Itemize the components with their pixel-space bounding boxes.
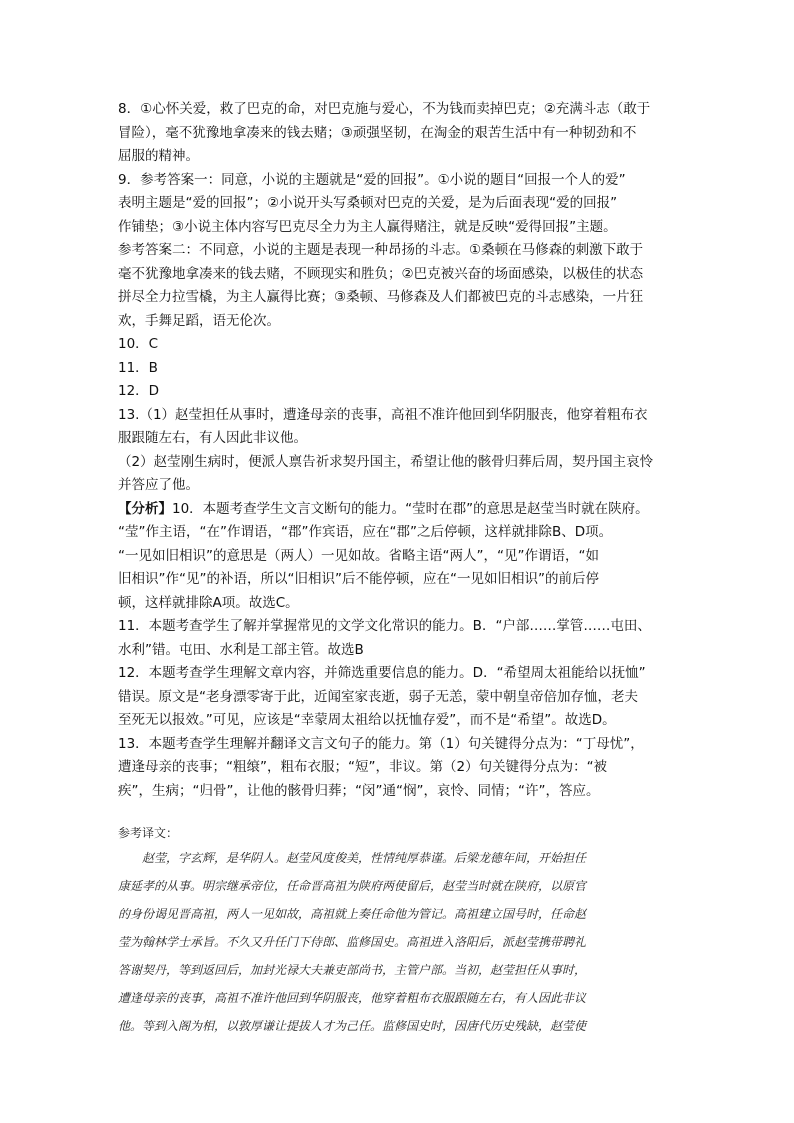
answer-line: 作铺垫；③小说主体内容写巴克尽全力为主人赢得赌注，就是反映“爱得回报”主题。	[118, 218, 617, 235]
answer-line: 毫不犹豫地拿凑来的钱去赌，不顾现实和胜负；②巴克被兴奋的场面感染，以极佳的状态	[118, 265, 644, 282]
answer-line: 服跟随左右，有人因此非议他。	[118, 430, 307, 446]
answer-line: 屈服的精神。	[118, 148, 199, 164]
answer-line: 10．C	[118, 336, 159, 352]
translation-line: 赵莹，字玄辉，是华阴人。赵莹风度俊美，性情纯厚恭谨。后梁龙德年间，开始担任	[118, 851, 587, 865]
translation-line: 他。等到入阁为相，以敦厚谦让提拔人才为己任。监修国史时，因唐代历史残缺，赵莹使	[118, 1019, 587, 1033]
analysis-line: 至死无以报效。”可见，应该是“幸蒙周太祖给以抚恤存爱”，而不是“希望”。故选D。	[118, 712, 616, 728]
analysis-line: 13．本题考查学生理解并翻译文言文句子的能力。第（1）句关键得分点为：“丁母忧”，	[118, 735, 644, 752]
translation-line: 的身份谒见晋高祖，两人一见如故，高祖就上奏任命他为管记。高祖建立国号时，任命赵	[118, 907, 587, 921]
answer-line: 9．参考答案一：同意，小说的主题就是“爱的回报”。①小说的题目“回报一个人的爱”	[118, 171, 626, 188]
answer-line: 欢，手舞足蹈，语无伦次。	[118, 312, 280, 329]
analysis-first-text: 10．本题考查学生文言文断句的能力。“莹时在郡”的意思是赵莹当时就在陕府。	[172, 500, 649, 517]
analysis-line: 11．本题考查学生了解并掌握常见的文学文化常识的能力。B．“户部……掌管……屯田、	[118, 618, 651, 634]
analysis-line: 遭逢母亲的丧事；“粗缞”，粗布衣服；“短”，非议。第（2）句关键得分点为：“被	[118, 759, 608, 775]
answer-section	[118, 98, 694, 803]
answer-line: 11．B	[118, 359, 158, 376]
answer-line: 冒险），毫不犹豫地拿凑来的钱去赌；③顽强坚韧，在淘金的艰苦生活中有一种韧劲和不	[118, 124, 637, 141]
answer-line: 表明主题是“爱的回报”；②小说开头写桑顿对巴克的关爱，是为后面表现“爱的回报”	[118, 195, 618, 211]
answer-line: 13.（1）赵莹担任从事时，遭逢母亲的丧事，高祖不准许他回到华阴服丧，他穿着粗布衣	[118, 406, 648, 423]
analysis-line: 顿，这样就排除A项。故选C。	[118, 594, 299, 611]
analysis-line: 水利”错。屯田、水利是工部主管。故选B	[118, 641, 364, 658]
answer-line: （2）赵莹刚生病时，便派人禀告祈求契丹国主，希望让他的骸骨归葬后周，契丹国主哀怜	[118, 453, 654, 470]
translation-line: 康延孝的从事。明宗继承帝位，任命晋高祖为陕府两使留后，赵莹当时就在陕府，以原官	[118, 879, 587, 893]
translation-line: 遭逢母亲的丧事，高祖不准许他回到华阴服丧，他穿着粗布衣服跟随左右，有人因此非议	[118, 991, 587, 1005]
analysis-heading: 【分析】	[118, 500, 172, 517]
analysis-line: 旧相识”作“见”的补语，所以“旧相识”后不能停顿，应在“一见如旧相识”的前后停	[118, 571, 599, 587]
analysis-line: “一见如旧相识”的意思是（两人）一见如故。省略主语“两人”，“见”作谓语，“如	[118, 547, 599, 564]
translation-line: 莹为翰林学士承旨。不久又升任门下侍郎、监修国史。高祖进入洛阳后，派赵莹携带聘礼	[118, 935, 587, 949]
analysis-line: 疾”，生病；“归骨”，让他的骸骨归葬；“闵”通“悯”，哀怜、同情；“许”，答应。	[118, 782, 600, 799]
analysis-line: “莹”作主语，“在”作谓语，“郡”作宾语，应在“郡”之后停顿，这样就排除B、D项。	[118, 524, 613, 540]
answer-line: 参考答案二：不同意，小说的主题是表现一种昂扬的斗志。①桑顿在马修森的刺激下敢于	[118, 242, 644, 258]
analysis-line: 错误。原文是“老身漂零寄于此，近闻室家丧逝，弱子无恙，蒙中朝皇帝倍加存恤，老夫	[118, 688, 638, 705]
translation-label: 参考译文：	[118, 826, 179, 840]
answer-line: 8．①心怀关爱，救了巴克的命，对巴克施与爱心，不为钱而卖掉巴克；②充满斗志（敢于	[118, 101, 651, 117]
translation-line: 答谢契丹，等到返回后，加封光禄大夫兼吏部尚书，主管户部。当初，赵莹担任从事时，	[118, 963, 587, 977]
answer-line: 并答应了他。	[118, 477, 199, 493]
analysis-line: 12．本题考查学生理解文章内容，并筛选重要信息的能力。D．“希望周太祖能给以抚恤”	[118, 665, 646, 681]
analysis-first-line	[118, 498, 694, 522]
translation-section	[118, 822, 694, 1040]
answer-line: 12．D	[118, 383, 160, 399]
answer-line: 拼尽全力拉雪橇，为主人赢得比赛；③桑顿、马修森及人们都被巴克的斗志感染，一片狂	[118, 289, 644, 305]
